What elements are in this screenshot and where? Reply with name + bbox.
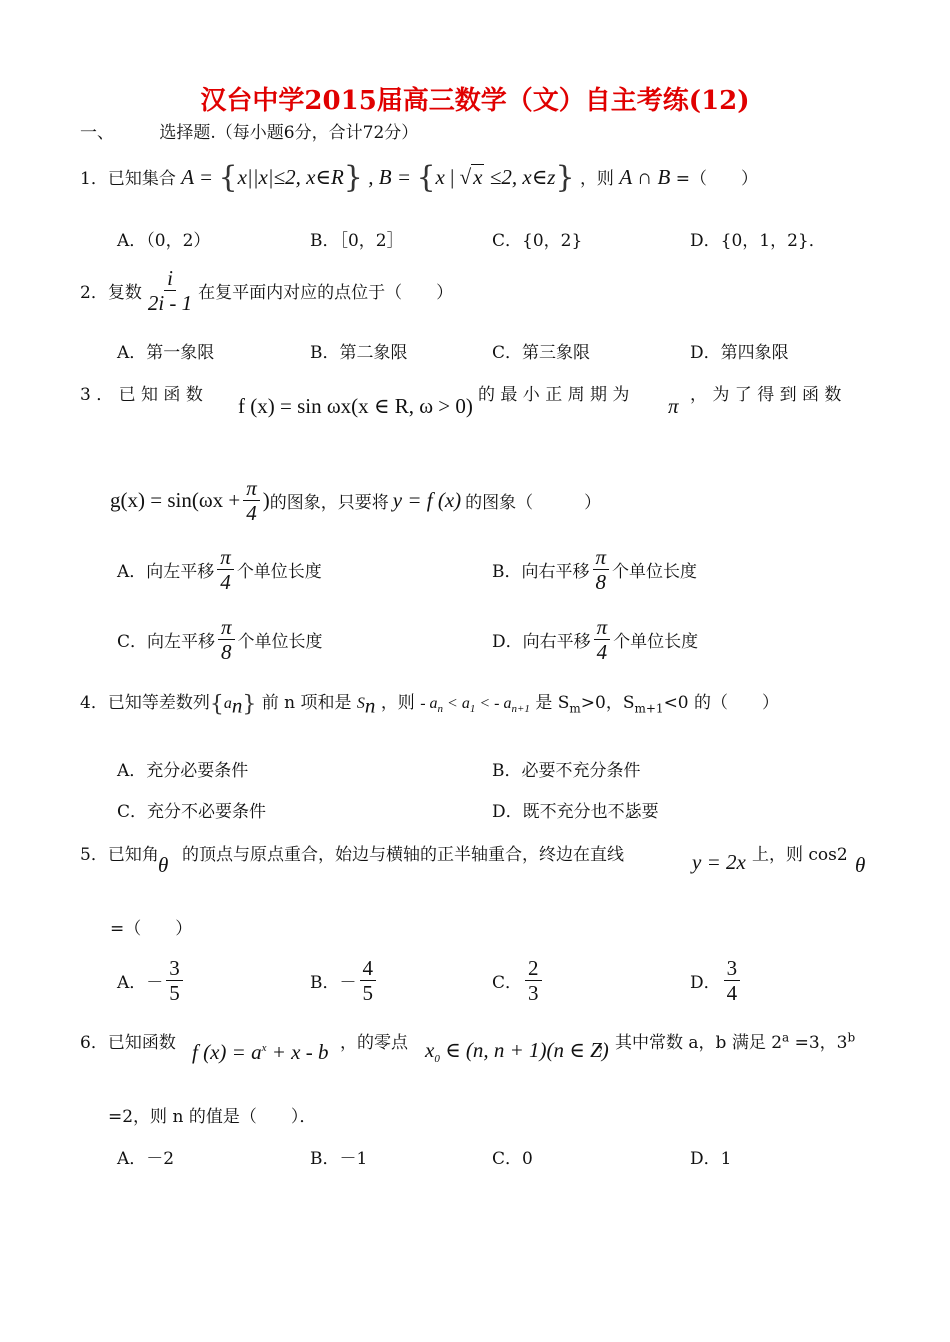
q5-option-c (492, 956, 545, 1005)
q5-line-equation: y = 2x (692, 850, 746, 874)
q6-fx-sup-text: x (261, 1042, 267, 1054)
q2-numerator: i (164, 266, 176, 291)
q4-stem-text: 4．已知等差数列 (80, 693, 210, 713)
q3-option-c (117, 615, 323, 664)
q2-option-a: A．第一象限 (117, 343, 215, 363)
q5-option-b (310, 956, 379, 1005)
math-fragment (525, 956, 542, 1005)
q3-optA-post-text: 个单位长度 (236, 562, 322, 583)
q3-optC-pre-text: C．向左平移 (117, 632, 216, 653)
question-2-stem (80, 266, 453, 315)
q3-option-b (492, 545, 697, 594)
q3-g-denominator: 4 (246, 501, 257, 526)
q5-optB-den-text: 5 (362, 981, 373, 1006)
q3-optA-den-text: 4 (220, 570, 231, 595)
q1-stem-text: 1．已知集合 (80, 169, 176, 189)
q3-option-d (492, 615, 698, 664)
q4-ineq-sub3-text: n+1 (511, 703, 530, 716)
q3-optB-post-text: 个单位长度 (612, 562, 698, 583)
q1-option-a: A．（0，2） (117, 231, 211, 251)
q4-an-sub-text: n (231, 693, 243, 718)
q5-optD-num-text: 3 (724, 956, 741, 981)
math-fragment: | (444, 165, 460, 189)
q4-option-a: A．充分必要条件 (117, 761, 249, 781)
math-fragment (217, 545, 234, 594)
q1-set-b-var: x (435, 165, 445, 189)
q6-fx-rest-text: + x - b (266, 1040, 329, 1064)
left-brace-icon: { (218, 160, 238, 195)
q1-intersection: A ∩ B (619, 165, 671, 189)
q3-function-f: f (x) = sin ωx(x ∈ R, ω > 0) (238, 394, 473, 418)
q3-optB-den-text: 8 (595, 570, 607, 595)
q5-optA-den-text: 5 (169, 981, 180, 1006)
q2-fraction (145, 266, 195, 315)
q3-line-2-text: 的图象，只要将 (269, 493, 389, 514)
q3-optD-den-text: 4 (596, 640, 608, 665)
q3-stem-tail: ， 为 了 得 到 函 数 (690, 385, 842, 405)
q1-sqrt-x: x (473, 165, 483, 189)
q4-gt-text: >0，S (580, 693, 635, 713)
q5-theta: θ (158, 853, 169, 877)
q5-optA-pre-text: A．－ (117, 973, 164, 994)
q4-ineq2-text: < a (443, 695, 470, 712)
q5-stem-text: 5．已知角 (80, 845, 159, 865)
q4-sm1-text: m+1 (634, 701, 664, 716)
q3-optD-post-text: 个单位长度 (613, 632, 699, 653)
q5-theta-2: θ (855, 853, 866, 877)
q3-optC-post-text: 个单位长度 (237, 632, 323, 653)
q6-b-sup-text: b (847, 1030, 856, 1045)
section-text: 选择题.（每小题6分，合计72分） (159, 123, 419, 143)
q6-tail2-text: =3，3 (794, 1033, 848, 1053)
math-fragment (166, 956, 183, 1005)
q4-lt-text: <0 的（ ） (663, 693, 780, 713)
q4-is-text: 是 S (535, 693, 570, 713)
q1-set-b-label: , B = (368, 165, 412, 189)
q6-option-d: D．1 (690, 1149, 732, 1169)
q6-x0-text: x (425, 1038, 435, 1062)
right-brace-icon: } (343, 160, 363, 195)
q6-cond-text: ∈ (n, n + 1)(n ∈ Z) (439, 1038, 609, 1062)
q1-set-a-label: A = (181, 165, 214, 189)
q2-option-c: C．第三象限 (492, 343, 591, 363)
q6-stem-tail (598, 1028, 855, 1053)
q3-stem-text: 3 ． 已 知 函 数 (80, 385, 203, 405)
q3-optC-num-text: π (218, 615, 235, 640)
q6-option-c: C．0 (492, 1149, 533, 1169)
q2-option-d: D．第四象限 (690, 343, 789, 363)
q4-ineq-text: - a (420, 695, 438, 712)
q3-optD-num-text: π (594, 615, 611, 640)
page-title: 汉台中学2015届高三数学（文）自主考练(12) (200, 86, 750, 116)
q5-optD-pre-text: D． (690, 973, 721, 994)
math-fragment (594, 615, 611, 664)
q2-stem-rest: 在复平面内对应的点位于（ ） (198, 283, 454, 304)
question-4-stem (80, 688, 779, 718)
q3-option-a (117, 545, 322, 594)
q4-sequence: a (223, 695, 232, 712)
q6-option-a: A．－2 (117, 1149, 175, 1169)
q5-stem-mid: 的顶点与原点重合，始边与横轴的正半轴重合，终边在直线 (182, 845, 624, 865)
math-fragment (360, 956, 377, 1005)
q5-optA-num-text: 3 (166, 956, 183, 981)
q5-option-d (690, 956, 743, 1005)
q3-g-close: ) (262, 488, 270, 513)
q4-S-sub-text: n (364, 693, 376, 718)
q1-option-d: D．{0，1，2}． (690, 231, 826, 251)
q5-answer-blank: =（ ） (110, 919, 193, 939)
q3-function-g: g(x) = sin(ωx + (110, 488, 241, 513)
q1-answer-blank: =（ ） (675, 169, 758, 189)
right-brace-icon: } (555, 160, 575, 195)
math-fragment (593, 545, 610, 594)
q3-optD-pre-text: D．向右平移 (492, 632, 591, 653)
q4-option-c: C．充分不必要条件 (117, 802, 267, 822)
q6-x0-sub-text: 0 (434, 1053, 440, 1066)
q3-stem-mid: 的 最 小 正 周 期 为 (478, 385, 630, 405)
q4-stem-mid: 前 n 项和是 (261, 693, 352, 713)
q4-option-d: D．既不充分也不毖要 (492, 802, 659, 822)
q4-ineq3-text: < - a (475, 695, 512, 712)
q4-then: ，则 (380, 693, 415, 713)
q4-sum: S (356, 695, 365, 712)
q5-optB-pre-text: B．－ (310, 973, 357, 994)
q1-option-c: C．{0，2} (492, 231, 583, 251)
q3-answer-blank: 的图象（ ） (465, 493, 602, 514)
math-fragment: { (209, 692, 224, 717)
section-number: 一、 (80, 123, 114, 143)
q1-option-b: B．［0，2］ (310, 231, 404, 251)
q6-option-b: B．－1 (310, 1149, 368, 1169)
q5-optC-num-text: 2 (525, 956, 542, 981)
q6-function (192, 1040, 328, 1065)
q1-then: ，则 (579, 169, 614, 189)
q3-y-equals-f: y = f (x) (392, 488, 462, 513)
q4-ineq-sub2-text: 1 (469, 703, 476, 716)
q1-set-b-body: ≤2, x∈z (489, 165, 556, 189)
q5-optC-pre-text: C． (492, 973, 523, 994)
q6-tail-text: ，其中常数 a，b 满足 2 (598, 1033, 783, 1053)
q4-condition (535, 693, 780, 716)
q3-line-2 (110, 476, 601, 525)
q3-optB-num-text: π (593, 545, 610, 570)
q2-denominator: 2i - 1 (147, 291, 193, 316)
q2-option-b: B．第二象限 (310, 343, 408, 363)
q3-optB-pre-text: B．向右平移 (492, 562, 590, 583)
q5-optB-num-text: 4 (360, 956, 377, 981)
q6-stem-text: 6．已知函数 (80, 1033, 176, 1053)
q1-set-a-body: x||x|≤2, x∈R (237, 165, 344, 189)
question-1-stem (80, 160, 758, 195)
q4-option-b: B．必要不充分条件 (492, 761, 641, 781)
left-brace-icon: { (416, 160, 436, 195)
section-header (80, 118, 418, 143)
q2-stem-text: 2．复数 (80, 283, 142, 304)
q4-ineq-sub1-text: n (437, 703, 444, 716)
q5-optD-den-text: 4 (726, 981, 738, 1006)
q6-zero-condition (425, 1038, 609, 1065)
q6-a-sup-text: a (782, 1030, 790, 1045)
q4-sm-text: m (569, 701, 581, 716)
q6-stem-mid: ，的零点 (340, 1033, 408, 1053)
math-fragment: } (242, 692, 257, 717)
math-fragment (724, 956, 741, 1005)
q3-optA-num-text: π (217, 545, 234, 570)
math-fragment (218, 615, 235, 664)
q5-option-a (117, 956, 186, 1005)
q5-optC-den-text: 3 (528, 981, 539, 1006)
sqrt-icon: √ (459, 165, 472, 189)
q6-line-2: =2，则 n 的值是（ ）． (108, 1107, 317, 1127)
q3-pi: π (668, 394, 679, 418)
q6-fx-text: f (x) = a (192, 1040, 262, 1064)
q3-g-numerator: π (243, 476, 260, 501)
q4-inequality (420, 695, 530, 716)
q3-optA-pre-text: A．向左平移 (117, 562, 215, 583)
q5-stem-tail: 上，则 cos2 (752, 845, 848, 865)
q3-optC-den-text: 8 (221, 640, 232, 665)
q3-g-fraction (243, 476, 260, 525)
